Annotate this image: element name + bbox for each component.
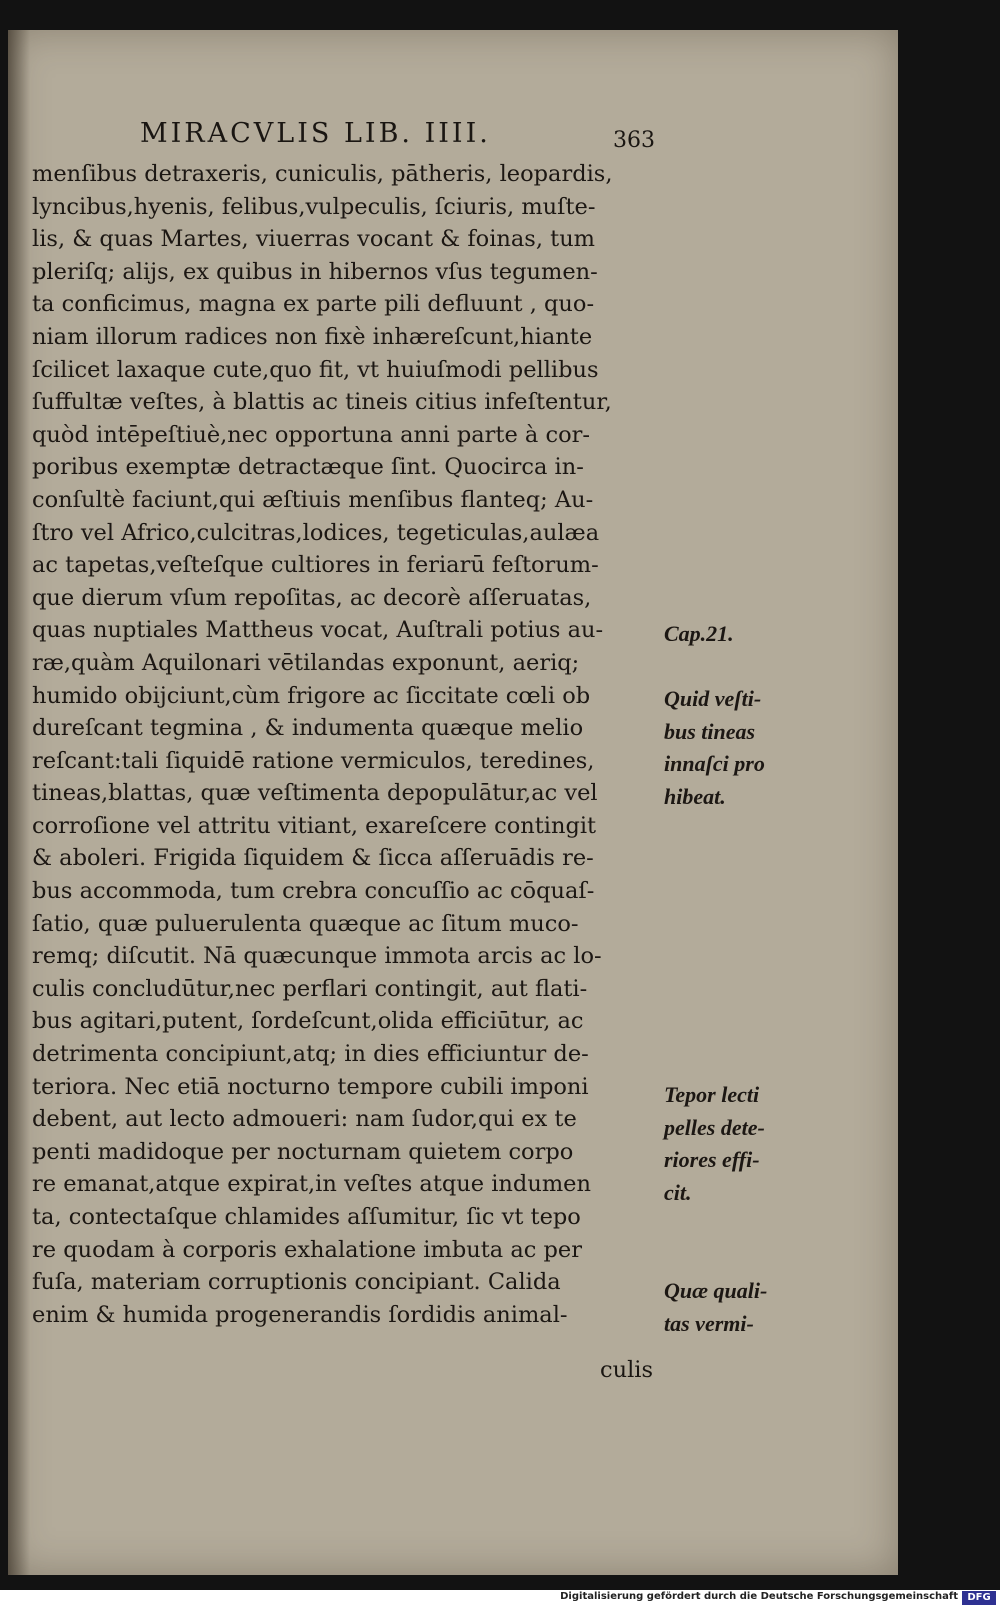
catchword: culis [600,1357,654,1383]
body-line: quas nuptiales Mattheus vocat, Auſtrali potius au- [32,617,604,644]
body-line: niam illorum radices non fixè inhæreſcunt,hiante [32,323,593,350]
body-line: que dierum vſum repoſitas, ac decorè aſſeruatas, [32,584,592,611]
margin-note-line: cit. [664,1179,692,1205]
page-binding-shadow [8,30,30,1575]
body-line: ræ,quàm Aquilonari vētilandas exponunt, aeriq; [32,649,580,676]
funding-credit: Digitalisierung gefördert durch die Deutsche Forschungsgemeinschaft [560,1591,958,1602]
body-line: ſuffultæ veſtes, à blattis ac tineis citius infeſtentur, [32,389,612,416]
body-line: culis concludūtur,nec perflari contingit, aut flati- [32,975,588,1002]
footer-bar [0,1590,1000,1607]
margin-note-line: tas vermi- [664,1310,754,1336]
body-text [32,158,652,1331]
body-line: dureſcant tegmina , & indumenta quæque melio [32,715,584,742]
margin-note-line: riores effi- [664,1147,760,1173]
running-title: MIRACVLIS LIB. IIII. [140,118,491,149]
body-line: menſibus detraxeris, cuniculis, pātheris, leopardis, [32,161,613,187]
body-line: ta conficimus, magna ex parte pili defluunt , quo- [32,291,595,318]
margin-note-qualities [664,1275,767,1340]
margin-note-line: innaſci pro [664,751,765,777]
margin-note-line: hibeat. [664,783,726,809]
margin-note-line: Tepor lecti [664,1082,760,1107]
body-line: lis, & quas Martes, viuerras vocant & foinas, tum [32,226,596,253]
body-line: bus accommoda, tum crebra concuſſio ac cōquaſ- [32,878,595,905]
margin-notes [664,0,904,1400]
body-line: reſcant:tali ſiquidē ratione vermiculos, teredines, [32,747,595,774]
body-line: fuſa, materiam corruptionis concipiant. Calida [32,1269,561,1296]
body-line: penti madidoque per nocturnam quietem corpo [32,1138,574,1165]
body-line: detrimenta concipiunt,atq; in dies efficiuntur de- [32,1041,589,1068]
body-line: ta, contectaſque chlamides aſſumitur, ſic vt tepo [32,1204,581,1230]
margin-note-line: Quid veſti- [664,686,762,711]
body-line: ſatio, quæ puluerulenta quæque ac ſitum muco- [32,910,579,937]
body-line: corroſione vel attritu vitiant, exareſcere contingit [32,812,597,839]
page-number: 363 [613,128,655,153]
margin-note-moths [664,683,765,813]
body-line: debent, aut lecto admoueri: nam ſudor,qui ex te [32,1106,577,1133]
body-line: re quodam à corporis exhalatione imbuta ac per [32,1236,582,1263]
margin-note-chapter [664,618,734,651]
body-line: ſcilicet laxaque cute,quo fit, vt huiuſmodi pellibus [32,356,599,383]
body-line: tineas,blattas, quæ veſtimenta depopulātur,ac vel [32,780,598,807]
margin-note-line: Cap.21. [664,621,734,646]
margin-note-line: bus tineas [664,718,756,744]
body-line: quòd intēpeſtiuè,nec opportuna anni parte à cor- [32,421,590,448]
margin-note-line: pelles dete- [664,1114,765,1140]
body-line: poribus exemptæ detractæque ſint. Quocirca in- [32,454,584,481]
body-line: bus agitari,putent, ſordeſcunt,olida efficiūtur, ac [32,1008,584,1035]
body-line: teriora. Nec etiā nocturno tempore cubili imponi [32,1073,589,1100]
body-line: pleriſq; alijs, ex quibus in hibernos vſus tegumen- [32,258,598,285]
margin-note-line: Quæ quali- [664,1278,768,1303]
body-line: humido obijciunt,cùm frigore ac ſiccitate cœli ob [32,682,591,709]
body-line: & aboleri. Frigida ſiquidem & ſicca aſſeruādis re- [32,845,594,872]
dfg-logo: DFG [962,1591,996,1605]
body-line: re emanat,atque expirat,in veſtes atque indumen [32,1171,591,1198]
body-line: ſtro vel Africo,culcitras,lodices, tegeticulas,aulæa [32,519,600,546]
body-line: enim & humida progenerandis ſordidis animal- [32,1301,568,1328]
body-line: remq; diſcutit. Nā quæcunque immota arcis ac lo- [32,943,602,970]
body-line: ac tapetas,veſteſque cultiores in feriarū feſtorum- [32,552,599,579]
body-line: lyncibus,hyenis, felibus,vulpeculis, ſciuris, muſte- [32,193,596,220]
margin-note-bed-warmth [664,1079,765,1209]
body-line: conſultè faciunt,qui æſtiuis menſibus flanteq; Au- [32,486,594,513]
